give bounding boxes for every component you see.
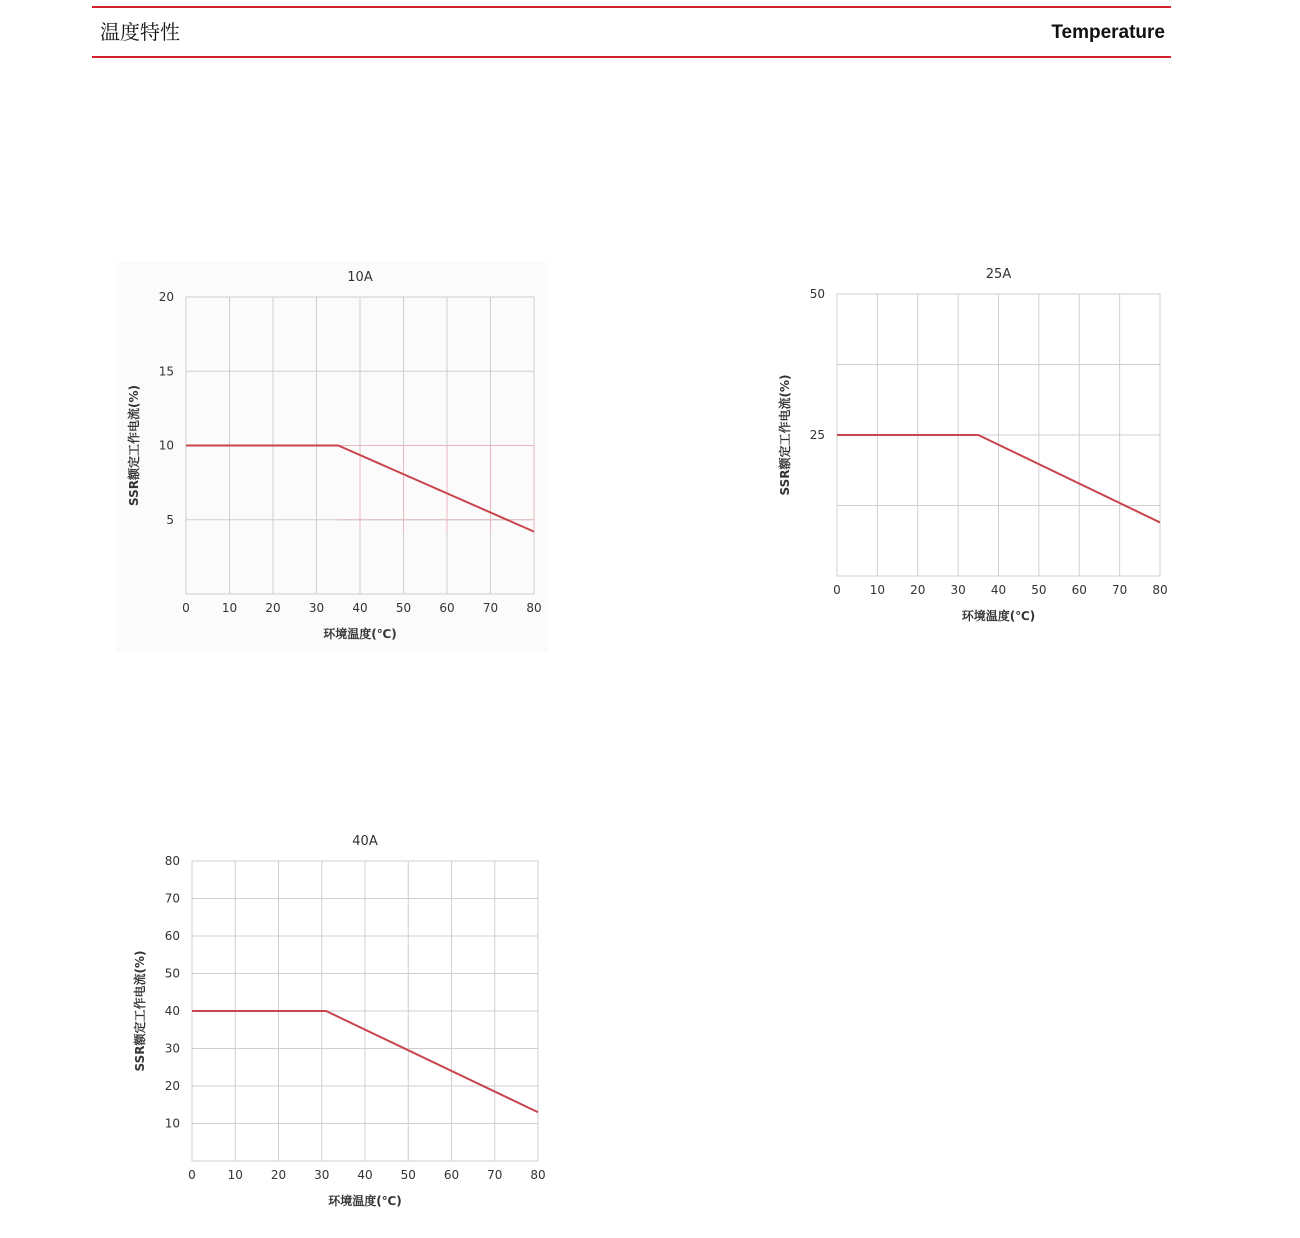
page-title-chinese: 温度特性 (100, 20, 180, 44)
x-tick-label: 30 (308, 601, 325, 615)
chart-10a (116, 262, 548, 652)
x-tick-label: 0 (182, 601, 190, 615)
x-tick-label: 10 (227, 1168, 243, 1182)
x-tick-label: 70 (487, 1168, 503, 1182)
x-tick-label: 20 (910, 583, 926, 597)
x-tick-label: 10 (221, 601, 238, 615)
chart-svg (770, 252, 1190, 632)
chart-title: 10A (347, 270, 373, 285)
x-tick-label: 30 (950, 583, 966, 597)
x-tick-label: 70 (1111, 583, 1128, 597)
x-tick-label: 60 (439, 601, 455, 615)
chart-40a (116, 826, 556, 1216)
x-tick-label: 70 (482, 601, 499, 615)
x-tick-label: 50 (400, 1168, 416, 1182)
y-tick-label: 60 (164, 929, 180, 943)
chart-25a (770, 252, 1190, 632)
y-tick-label: 70 (164, 891, 180, 906)
y-axis-label: SSR额定工作电流(%) (133, 950, 147, 1072)
x-tick-label: 40 (352, 601, 368, 615)
y-axis-label: SSR额定工作电流(%) (778, 374, 792, 496)
x-tick-label: 60 (1071, 583, 1087, 597)
page-title-english: Temperature (1051, 22, 1165, 43)
x-tick-label: 80 (526, 601, 542, 615)
y-tick-label: 80 (164, 854, 180, 868)
y-tick-label: 5 (166, 512, 174, 527)
y-axis-label: SSR额定工作电流(%) (127, 385, 141, 506)
header-bottom-rule (92, 56, 1171, 58)
chart-svg (116, 262, 548, 652)
header-top-rule (92, 6, 1171, 8)
y-tick-label: 50 (164, 966, 180, 981)
x-tick-label: 0 (833, 583, 841, 597)
x-tick-label: 50 (395, 601, 412, 615)
x-axis-label: 环境温度(℃) (328, 1194, 402, 1208)
x-tick-label: 30 (314, 1168, 330, 1182)
y-tick-label: 25 (809, 428, 825, 442)
x-tick-label: 80 (530, 1168, 546, 1182)
x-tick-label: 60 (443, 1168, 460, 1182)
x-tick-label: 40 (357, 1168, 373, 1182)
y-tick-label: 10 (164, 1116, 180, 1131)
y-tick-label: 10 (158, 438, 174, 453)
x-tick-label: 20 (270, 1168, 287, 1182)
x-tick-label: 40 (990, 583, 1007, 597)
x-tick-label: 0 (188, 1168, 196, 1182)
y-tick-label: 20 (158, 290, 174, 304)
x-tick-label: 80 (1152, 583, 1168, 597)
y-tick-label: 15 (158, 364, 174, 379)
y-tick-label: 40 (164, 1004, 180, 1018)
y-tick-label: 50 (809, 287, 825, 301)
y-tick-label: 30 (164, 1041, 180, 1056)
x-tick-label: 20 (265, 601, 281, 615)
x-tick-label: 50 (1031, 583, 1047, 597)
chart-title: 25A (985, 267, 1012, 282)
x-tick-label: 10 (869, 583, 886, 597)
x-axis-label: 环境温度(℃) (961, 609, 1036, 623)
y-tick-label: 20 (164, 1079, 180, 1093)
chart-title: 40A (352, 834, 378, 849)
chart-svg (116, 826, 556, 1216)
x-axis-label: 环境温度(℃) (323, 627, 397, 641)
